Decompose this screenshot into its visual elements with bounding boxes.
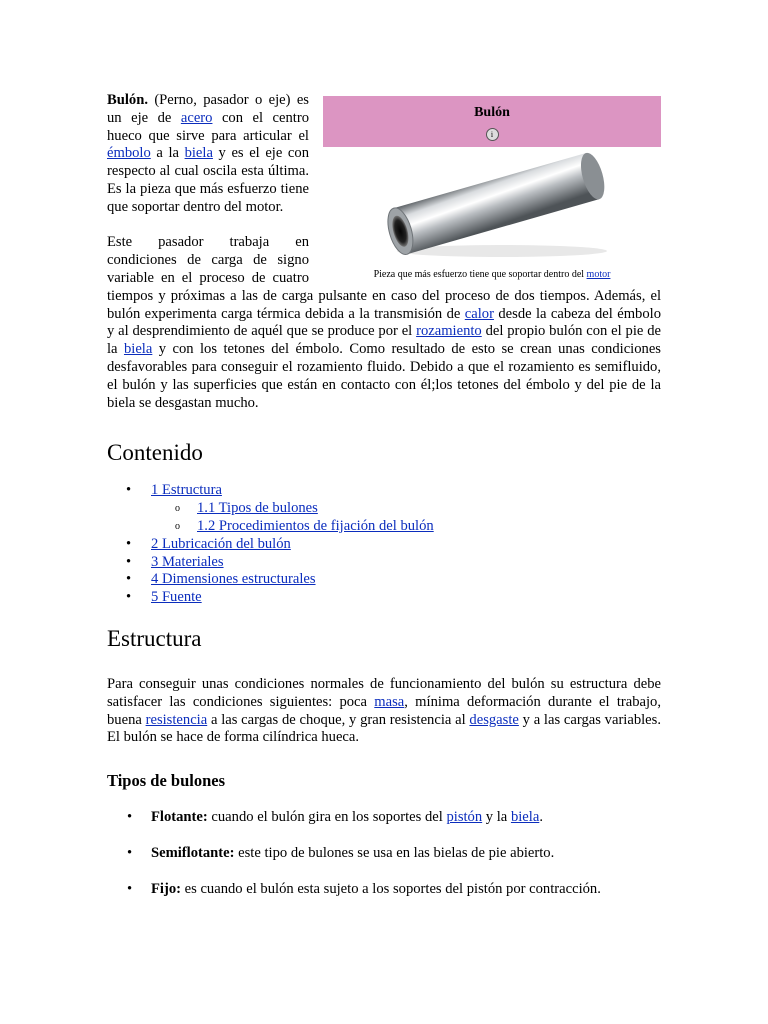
sub-bullet-icon: o bbox=[175, 520, 180, 532]
toc-link-tipos-de-bulones[interactable]: 1.1 Tipos de bulones bbox=[197, 500, 318, 517]
term-fijo: Fijo: bbox=[151, 880, 181, 897]
link-masa[interactable]: masa bbox=[374, 693, 405, 710]
link-rozamiento[interactable]: rozamiento bbox=[416, 323, 482, 340]
text-span: y con los tetones del émbolo. Como resultado de esto se crean unas condiciones desfavorables para conseguir el rozamiento fluido. Debido a que el rozamiento es semifluido, el bulón y las superficies que están en contacto con él;los tetones del émbolo y del pie de la biela se desgastan mucho. bbox=[107, 341, 661, 411]
bullet-icon: • bbox=[126, 553, 132, 570]
text-span: es cuando el bulón esta sujeto a los soportes del pistón por contracción. bbox=[181, 880, 601, 897]
toc-link-fuente[interactable]: 5 Fuente bbox=[151, 589, 202, 606]
tipos-heading: Tipos de bulones bbox=[107, 771, 225, 791]
infobox bbox=[323, 96, 661, 281]
toc-link-procedimientos[interactable]: 1.2 Procedimientos de fijación del bulón bbox=[197, 517, 434, 534]
contents-heading: Contenido bbox=[107, 440, 203, 466]
link-acero[interactable]: acero bbox=[180, 109, 213, 126]
bullet-icon: • bbox=[126, 589, 132, 606]
toc-item bbox=[107, 518, 661, 536]
text-span: (Perno, pasador o eje) es un eje de bbox=[107, 92, 309, 126]
infobox-header bbox=[323, 96, 661, 147]
table-of-contents bbox=[107, 482, 661, 607]
toc-item bbox=[107, 536, 661, 554]
bullet-icon: • bbox=[127, 880, 133, 897]
toc-item bbox=[107, 571, 661, 589]
toc-link-estructura[interactable]: 1 Estructura bbox=[151, 482, 222, 499]
caption-text: Pieza que más esfuerzo tiene que soportar dentro del bbox=[373, 269, 585, 280]
text-span: , mínima deformación durante el trabajo, buena bbox=[107, 693, 662, 728]
list-item bbox=[107, 809, 661, 827]
link-biela-2[interactable]: biela bbox=[123, 341, 153, 358]
toc-item bbox=[107, 482, 661, 500]
text-span: a la bbox=[150, 145, 185, 162]
link-desgaste[interactable]: desgaste bbox=[469, 711, 519, 728]
estructura-heading: Estructura bbox=[107, 625, 202, 651]
info-icon[interactable]: i bbox=[486, 128, 499, 141]
text-span: Este pasador trabaja en condiciones de carga de signo variable en el proceso de cuatro tiempos y próximas a las de carga pulsante en caso del proceso de dos tiempos. Además, el bulón experimenta carga térmica debida a la transmisión de bbox=[107, 234, 661, 322]
toc-link-lubricacion[interactable]: 2 Lubricación del bulón bbox=[151, 535, 291, 552]
text-span: cuando el bulón gira en los soportes del bbox=[207, 809, 447, 826]
text-span: con el centro hueco que sirve para articular el bbox=[107, 109, 309, 144]
term-semiflotante: Semiflotante: bbox=[151, 844, 235, 861]
list-item bbox=[107, 845, 661, 863]
text-span: Para conseguir unas condiciones normales de funcionamiento del bulón su estructura debe satisfacer las condiciones siguientes: poca bbox=[107, 675, 661, 710]
text-span: y la bbox=[482, 809, 511, 826]
infobox-caption bbox=[323, 269, 661, 281]
text-span: y a las cargas variables. El bulón se hace de forma cilíndrica hueca. bbox=[107, 711, 661, 746]
text-span: este tipo de bulones se usa en las bielas de pie abierto. bbox=[234, 844, 555, 861]
link-biela-3[interactable]: biela bbox=[510, 809, 540, 826]
link-calor[interactable]: calor bbox=[464, 305, 494, 322]
link-resistencia[interactable]: resistencia bbox=[145, 711, 208, 728]
sub-bullet-icon: o bbox=[175, 503, 180, 515]
toc-item bbox=[107, 500, 661, 518]
toc-item bbox=[107, 554, 661, 572]
caption-link-motor[interactable]: motor bbox=[586, 269, 611, 280]
article bbox=[107, 92, 661, 917]
toc-link-materiales[interactable]: 3 Materiales bbox=[151, 553, 224, 570]
piston-pin-illustration bbox=[362, 151, 622, 261]
text-span: a las cargas de choque, y gran resistencia al bbox=[207, 711, 470, 728]
link-embolo[interactable]: émbolo bbox=[107, 145, 151, 162]
text-span: . bbox=[539, 809, 543, 826]
text-span: y es el eje con respecto al cual oscila esta última. Es la pieza que más esfuerzo tiene que soportar dentro del motor. bbox=[107, 145, 309, 215]
toc-item bbox=[107, 589, 661, 607]
link-piston[interactable]: pistón bbox=[446, 809, 483, 826]
text-span: del propio bulón con el pie de la bbox=[107, 323, 661, 358]
bullet-icon: • bbox=[127, 809, 133, 826]
term-flotante: Flotante: bbox=[151, 809, 208, 826]
toc-link-dimensiones[interactable]: 4 Dimensiones estructurales bbox=[151, 571, 316, 588]
bullet-icon: • bbox=[127, 844, 133, 861]
link-biela[interactable]: biela bbox=[184, 145, 213, 162]
text-span: desde la cabeza del émbolo y al desprendimiento de aquél que se produce por el bbox=[107, 305, 661, 340]
bullet-icon: • bbox=[126, 482, 132, 499]
bullet-icon: • bbox=[126, 571, 132, 588]
term-bulon: Bulón. bbox=[107, 92, 148, 108]
infobox-title: Bulón bbox=[474, 105, 510, 120]
bullet-icon: • bbox=[126, 535, 132, 552]
list-item bbox=[107, 881, 661, 899]
estructura-paragraph bbox=[107, 676, 661, 747]
tipos-list bbox=[107, 809, 661, 898]
piston-pin-image[interactable] bbox=[323, 147, 661, 265]
